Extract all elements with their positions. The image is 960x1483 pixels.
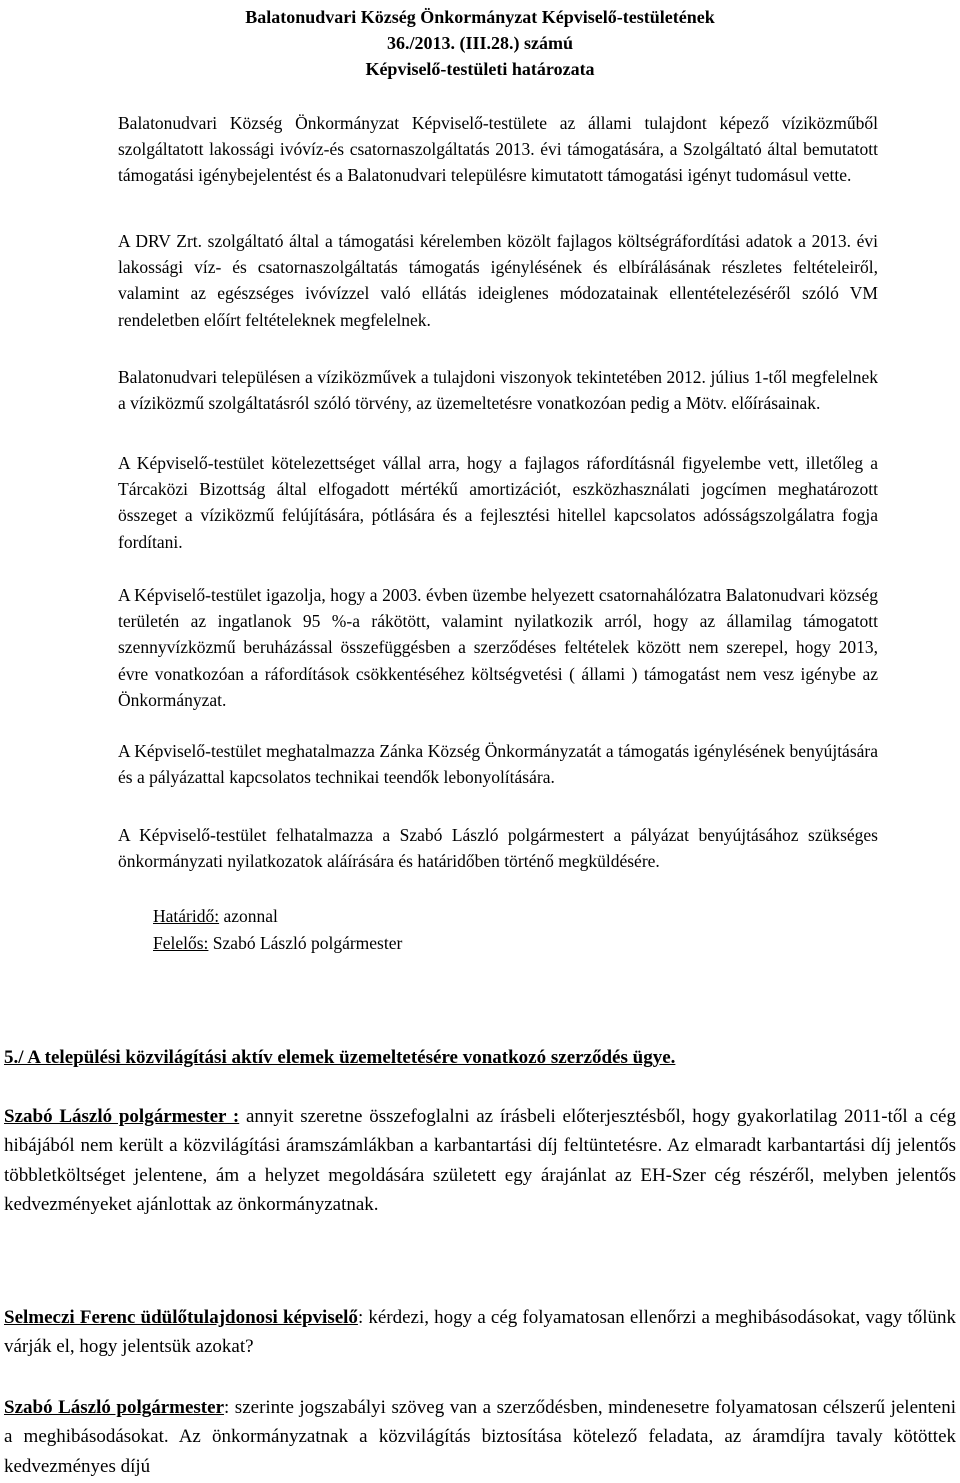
- resolution-paragraph-3: [118, 364, 878, 416]
- responsible-line: [153, 930, 402, 956]
- minutes-paragraph: [4, 1393, 956, 1481]
- deadline-value: azonnal: [219, 906, 278, 926]
- resolution-text: Balatonudvari Község Önkormányzat Képviselő-testülete az állami tulajdont képező víziközműből szolgáltatott lakossági ivóvíz-és csatornaszolgáltatás 2013. évi támogatására, a Szolgáltató által bemutatott támogatási igénybejelentést és a Balatonudvari településre kimutatott támogatási igényt tudomásul vette.: [118, 113, 878, 186]
- responsible-value: Szabó László polgármester: [208, 933, 403, 953]
- minutes-paragraph: [4, 1303, 956, 1362]
- responsible-label: Felelős:: [153, 933, 209, 953]
- resolution-paragraph-1: [118, 110, 878, 189]
- minutes-paragraph: [4, 1102, 956, 1219]
- resolution-paragraph-4: [118, 450, 878, 555]
- resolution-text: A DRV Zrt. szolgáltató által a támogatási kérelemben közölt fajlagos költségráfordítási adatok a 2013. évi lakossági víz- és csatornaszolgáltatás támogatás igénylésének és elbírálásának részletes feltételeiről, valamint az egészséges ivóvízzel való ellátás ideiglenes módozatainak ellentételezéséről szóló VM rendeletben előírt feltételeknek megfelelnek.: [118, 231, 878, 330]
- deadline-label: Határidő:: [153, 906, 220, 926]
- resolution-paragraph-2: [118, 228, 878, 333]
- minutes-entry: [4, 1102, 956, 1219]
- title-line-3: Képviselő-testületi határozata: [365, 59, 595, 79]
- resolution-text: Balatonudvari településen a víziközművek a tulajdoni viszonyok tekintetében 2012. július 1-től megfelelnek a víziközmű szolgáltatásról szóló törvény, az üzemeltetésre vonatkozóan pedig a Mötv. előírásainak.: [118, 367, 878, 414]
- resolution-text: A Képviselő-testület meghatalmazza Zánka Község Önkormányzatát a támogatás igénylésének benyújtására és a pályázattal kapcsolatos technikai teendők lebonyolítására.: [118, 741, 878, 788]
- speaker-text: annyit szeretne összefoglalni az írásbeli előterjesztésből, hogy gyakorlatilag 2011-től a cég hibájából nem került a közvilágítási áramszámlákban a karbantartási díj feltüntetésre. Az elmaradt karbantartási díj jelentős többletköltséget jelentene, ám a helyzet megoldására született egy árajánlat az EH-Szer cég részéről, melyben jelentős kedvezményeket ajánlottak az önkormányzatnak.: [4, 1106, 956, 1215]
- resolution-paragraph-6: [118, 738, 878, 790]
- minutes-entry: [4, 1303, 956, 1362]
- resolution-text: A Képviselő-testület felhatalmazza a Szabó László polgármestert a pályázat benyújtásához szükséges önkormányzati nyilatkozatok aláírására és határidőben történő megküldésére.: [118, 825, 878, 872]
- speaker-name: Selmeczi Ferenc üdülőtulajdonosi képviselő: [4, 1307, 358, 1328]
- resolution-title: [0, 4, 960, 82]
- resolution-paragraph-7: [118, 822, 878, 874]
- title-line-1: Balatonudvari Község Önkormányzat Képviselő-testületének: [245, 7, 715, 27]
- speaker-name: Szabó László polgármester: [4, 1397, 225, 1418]
- deadline-line: [153, 903, 278, 929]
- speaker-text: : szerinte jogszabályi szöveg van a szerződésben, mindenesetre folyamatosan célszerű jelenteni a meghibásodásokat. Az önkormányzatnak a közvilágítás biztosítása kötelező feladata, az áramdíjra tavaly kötöttek kedvezményes díjú: [4, 1397, 956, 1477]
- resolution-paragraph-5: [118, 582, 878, 713]
- speaker-text: : kérdezi, hogy a cég folyamatosan ellenőrzi a meghibásodásokat, vagy tőlünk várják el, hogy jelentsük azokat?: [4, 1307, 956, 1358]
- agenda-item-heading: 5./ A települési közvilágítási aktív elemek üzemeltetésére vonatkozó szerződés ügye.: [4, 1047, 676, 1068]
- resolution-text: A Képviselő-testület igazolja, hogy a 2003. évben üzembe helyezett csatornahálózatra Balatonudvari község területén az ingatlanok 95 %-a rákötött, valamint nyilatkozik arról, hogy az államilag támogatott szennyvízközmű beruházással összefüggésben a szerződéses feltételek között nem szerepel, hogy 2013, évre vonatkozóan a ráfordítások csökkentéséhez költségvetési ( állami ) támogatást nem vesz igénybe az Önkormányzat.: [118, 585, 878, 710]
- minutes-entry: [4, 1393, 956, 1481]
- speaker-name: Szabó László polgármester :: [4, 1106, 240, 1127]
- resolution-text: A Képviselő-testület kötelezettséget vállal arra, hogy a fajlagos ráfordításnál figyelembe vett, illetőleg a Tárcaközi Bizottság által elfogadott mértékű amortizációt, eszközhasználati jogcímen meghatározott összeget a víziközmű felújítására, pótlására és a fejlesztési hitellel kapcsolatos adósságszolgálatra fogja fordítani.: [118, 453, 878, 552]
- title-line-2: 36./2013. (III.28.) számú: [386, 33, 573, 53]
